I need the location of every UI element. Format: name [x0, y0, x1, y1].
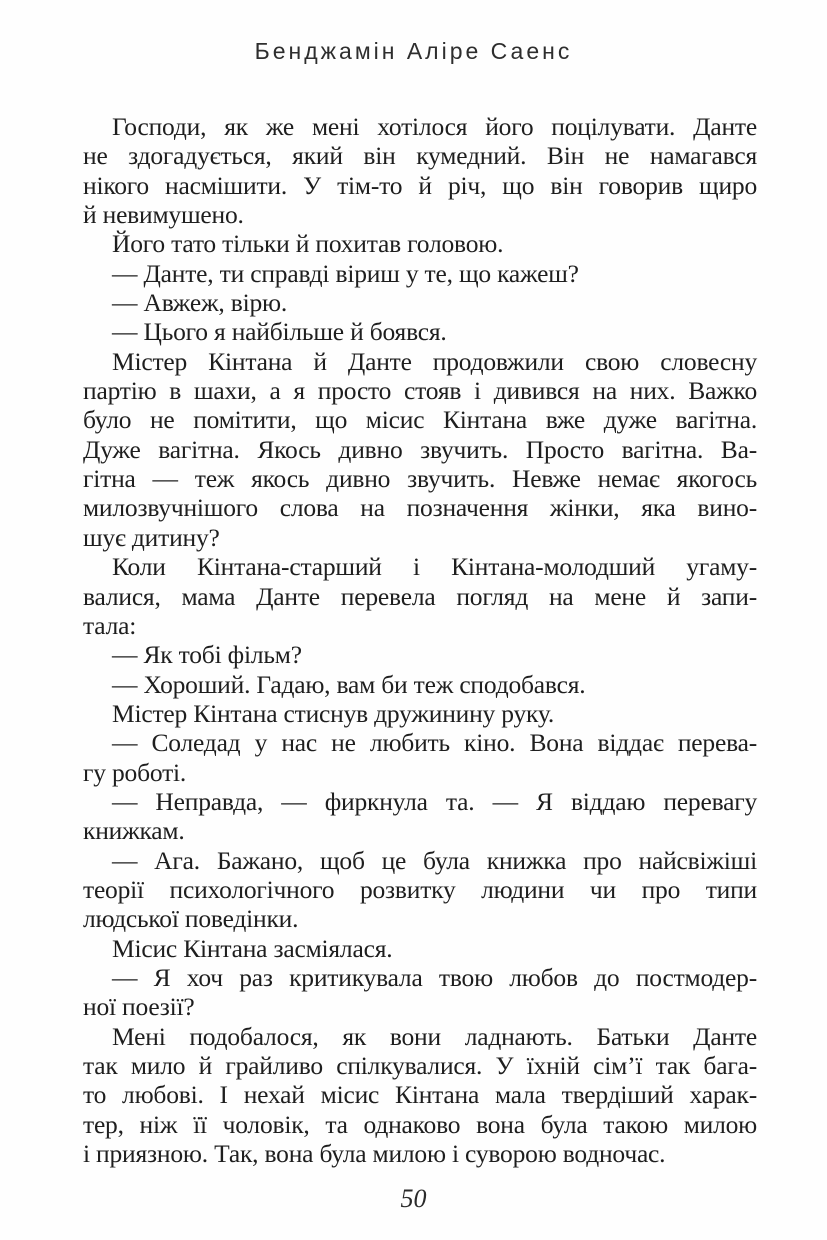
text-line: — Авжеж, вірю.: [112, 288, 288, 318]
text-line: то любові. І нехай місис Кінтана мала твердіший харак-: [83, 1080, 757, 1110]
text-line: так мило й грайливо спілкувалися. У їхній сім’ї так бага-: [83, 1051, 757, 1080]
text-line: — Цього я найбільше й боявся.: [112, 317, 447, 347]
paragraph: [83, 229, 757, 258]
text-line: милозвучнішого слова на позначення жінки, яка вино-: [83, 493, 757, 523]
paragraph: [83, 787, 757, 846]
paragraph: [83, 934, 757, 963]
text-line: Його тато тільки й похитав головою.: [112, 229, 504, 259]
paragraph: [83, 640, 757, 669]
page-number: 50: [400, 1184, 427, 1213]
text-line: гу роботі.: [83, 757, 187, 787]
text-line: — Соледад у нас не любить кіно. Вона віддає перева-: [112, 728, 757, 758]
text-line: валися, мама Данте перевела погляд на мене й запи-: [83, 581, 757, 611]
paragraph: [83, 728, 757, 787]
text-line: — Як тобі фільм?: [112, 640, 302, 670]
text-line: — Хороший. Гадаю, вам би теж сподобався.: [112, 669, 586, 699]
text-line: партію в шахи, а я просто стояв і дивився на них. Важко: [83, 376, 757, 406]
text-line: Дуже вагітна. Якось дивно звучить. Просто вагітна. Ва-: [83, 434, 757, 464]
paragraph: [83, 552, 757, 640]
text-line: — Данте, ти справді віриш у те, що кажеш?: [112, 258, 579, 288]
paragraph: [83, 699, 757, 728]
paragraph: [83, 963, 757, 1022]
text-line: було не помітити, що місис Кінтана вже дуже вагітна.: [83, 405, 757, 435]
text-line: ної поезії?: [83, 992, 195, 1022]
paragraph: [83, 112, 757, 229]
paragraph: [83, 670, 757, 699]
text-line: тер, ніж її чоловік, та однаково вона була такою милою: [83, 1109, 757, 1139]
text-line: тала:: [83, 610, 137, 640]
text-line: — Ага. Бажано, щоб це була книжка про найсвіжіші: [112, 845, 757, 875]
text-line: Містер Кінтана й Данте продовжили свою словесну: [112, 346, 757, 376]
text-line: Містер Кінтана стиснув дружинину руку.: [112, 698, 555, 728]
text-line: книжкам.: [83, 816, 185, 846]
paragraph: [83, 317, 757, 346]
paragraph: [83, 846, 757, 934]
text-line: гітна — теж якось дивно звучить. Невже немає якогось: [83, 464, 757, 494]
text-line: Коли Кінтана-старший і Кінтана-молодший угаму-: [112, 552, 757, 582]
text-line: — Я хоч раз критикувала твою любов до постмодер-: [112, 962, 757, 992]
text-line: Господи, як же мені хотілося його поцілувати. Данте: [112, 112, 757, 141]
text-line: шує дитину?: [83, 522, 220, 552]
text-line: теорії психологічного розвитку людини чи про типи: [83, 874, 757, 904]
paragraph: [83, 259, 757, 288]
text-line: й невимушено.: [83, 200, 244, 230]
text-line: Місис Кінтана засміялася.: [112, 933, 393, 963]
text-line: нікого насмішити. У тім-то й річ, що він говорив щиро: [83, 170, 757, 200]
paragraph: [83, 1022, 757, 1169]
text-line: Мені подобалося, як вони ладнають. Батьки Данте: [112, 1021, 757, 1051]
text-line: не здогадується, який він кумедний. Він не намагався: [83, 141, 757, 171]
text-line: і приязною. Так, вона була милою і суворою водночас.: [83, 1139, 666, 1169]
text-line: людської поведінки.: [83, 904, 299, 934]
paragraph: [83, 288, 757, 317]
text-line: — Неправда, — фиркнула та. — Я віддаю перевагу: [112, 786, 757, 816]
running-header-author: Бенджамін Аліре Саенс: [254, 38, 573, 64]
page-body: [83, 112, 757, 1168]
paragraph: [83, 347, 757, 552]
